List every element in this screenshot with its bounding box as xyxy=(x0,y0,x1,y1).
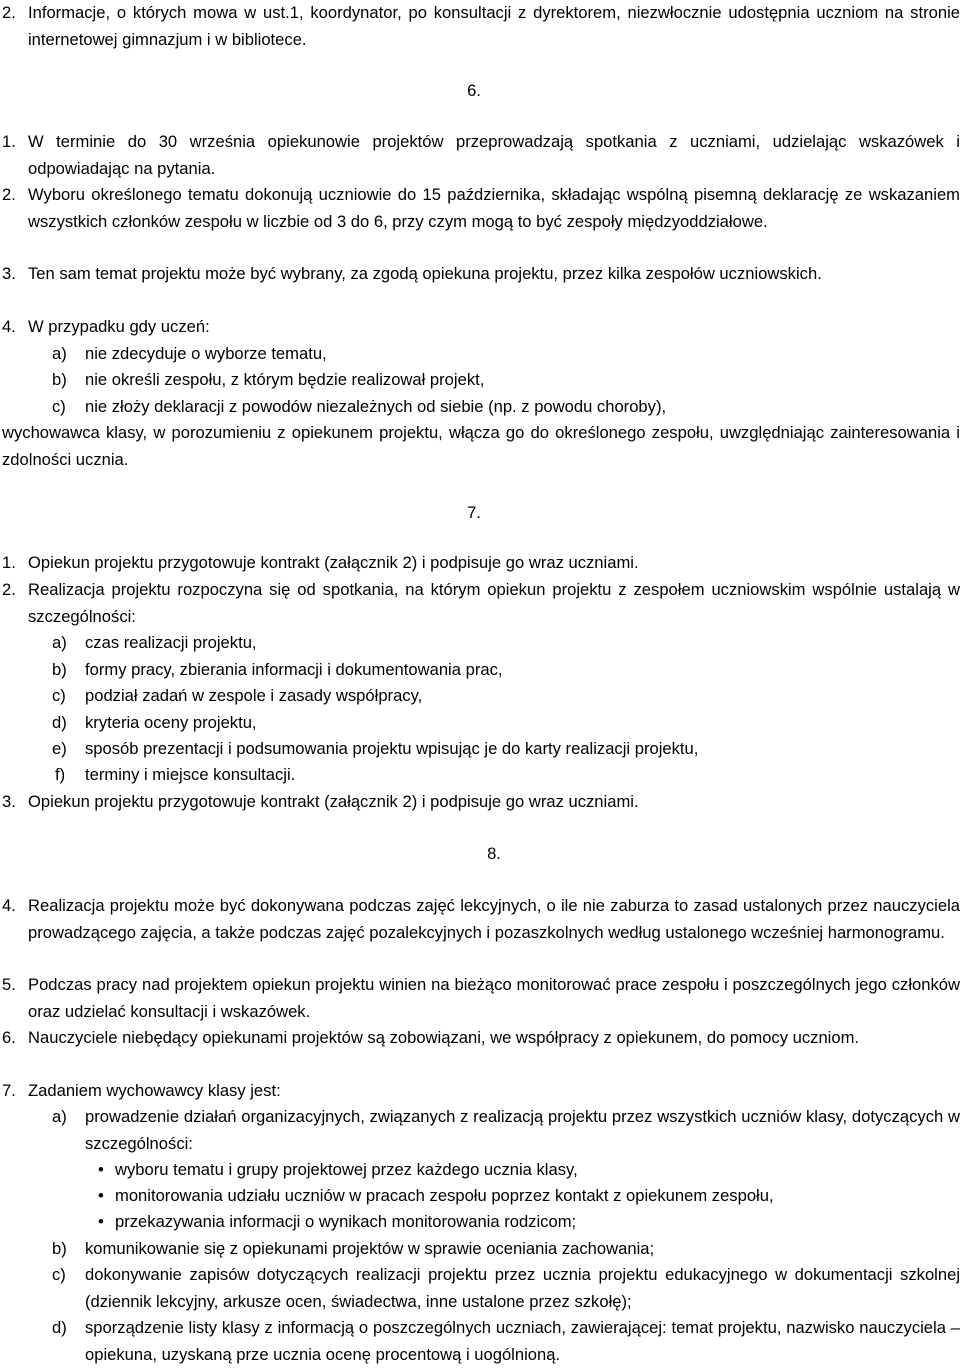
item-text: Nauczyciele niebędący opiekunami projektów są zobowiązani, we współpracy z opiekunem, do pomocy uczniom. xyxy=(28,1028,860,1047)
section-6-heading: 6. xyxy=(467,81,481,100)
item-number: 2. xyxy=(2,3,16,22)
bullet-dot: • xyxy=(98,1186,104,1205)
subitem-label: b) xyxy=(52,660,67,679)
item-number: 3. xyxy=(2,792,16,811)
subitem-text: nie określi zespołu, z którym będzie realizował projekt, xyxy=(85,370,485,389)
item-text: W terminie do 30 września opiekunowie projektów przeprowadzają spotkania z uczniami, udzielając wskazówek i odpowiadając na pytania. xyxy=(28,132,960,178)
subitem-label: c) xyxy=(52,1265,66,1284)
item-number: 6. xyxy=(2,1028,16,1047)
subitem-label: d) xyxy=(52,1318,67,1337)
item-number: 1. xyxy=(2,553,16,572)
subitem-text: nie złoży deklaracji z powodów niezależnych od siebie (np. z powodu choroby), xyxy=(85,397,667,416)
subitem-label: d) xyxy=(52,713,67,732)
item-text: Realizacja projektu może być dokonywana podczas zajęć lekcyjnych, o ile nie zaburza to zasad ustalonych przez nauczyciela prowadzącego zajęcia, a także podczas zajęć pozalekcyjnych i pozaszkolnych według ustalonego wcześniej harmonogramu. xyxy=(28,896,960,942)
item-number: 4. xyxy=(2,317,16,336)
item-text: Wyboru określonego tematu dokonują uczniowie do 15 października, składając wspólną pisemną deklarację ze wskazaniem wszystkich członków zespołu w liczbie od 3 do 6, przy czym mogą to być zespoły międzyoddziałowe. xyxy=(28,185,960,231)
subitem-text: sposób prezentacji i podsumowania projektu wpisując je do karty realizacji projektu, xyxy=(85,739,699,758)
item-number: 4. xyxy=(2,896,16,915)
item-number: 2. xyxy=(2,580,16,599)
subitem-text: komunikowanie się z opiekunami projektów w sprawie oceniania zachowania; xyxy=(85,1239,655,1258)
subitem-text: terminy i miejsce konsultacji. xyxy=(85,765,296,784)
subitem-text: czas realizacji projektu, xyxy=(85,633,257,652)
item-text: Ten sam temat projektu może być wybrany, za zgodą opiekuna projektu, przez kilka zespołów uczniowskich. xyxy=(28,264,822,283)
subitem-label: c) xyxy=(52,686,66,705)
subitem-label: a) xyxy=(52,344,67,363)
subitem-text: dokonywanie zapisów dotyczących realizacji projektu przez ucznia projektu edukacyjnego w dokumentacji szkolnej (dziennik lekcyjny, arkusze ocen, świadectwa, inne ustalone przez szkołę); xyxy=(85,1265,960,1311)
item-number: 2. xyxy=(2,185,16,204)
subitem-text: nie zdecyduje o wyborze tematu, xyxy=(85,344,327,363)
bullet-text: przekazywania informacji o wynikach monitorowania rodzicom; xyxy=(115,1212,577,1231)
subitem-label: e) xyxy=(52,739,67,758)
bullet-dot: • xyxy=(98,1160,104,1179)
section-7-heading: 7. xyxy=(467,503,481,522)
item-4-continuation: wychowawca klasy, w porozumieniu z opiekunem projektu, włącza go do określonego zespołu, uwzględniając zainteresowania i zdolności ucznia. xyxy=(2,423,960,469)
item-text: Opiekun projektu przygotowuje kontrakt (załącznik 2) i podpisuje go wraz uczniami. xyxy=(28,553,639,572)
item-text: Opiekun projektu przygotowuje kontrakt (załącznik 2) i podpisuje go wraz uczniami. xyxy=(28,792,639,811)
subitem-text: formy pracy, zbierania informacji i dokumentowania prac, xyxy=(85,660,503,679)
item-number: 3. xyxy=(2,264,16,283)
subitem-text: kryteria oceny projektu, xyxy=(85,713,257,732)
item-number: 5. xyxy=(2,975,16,994)
item-text: Zadaniem wychowawcy klasy jest: xyxy=(28,1081,281,1100)
subitem-label: b) xyxy=(52,1239,67,1258)
subitem-text: podział zadań w zespole i zasady współpracy, xyxy=(85,686,423,705)
subitem-text: sporządzenie listy klasy z informacją o poszczególnych uczniach, zawierającej: temat projektu, nazwisko nauczyciela – opiekuna, uzyskaną prze ucznia ocenę procentową i uogólnioną. xyxy=(85,1318,960,1364)
item-number: 1. xyxy=(2,132,16,151)
item-text: Informacje, o których mowa w ust.1, koordynator, po konsultacji z dyrektorem, niezwłocznie udostępnia uczniom na stronie internetowej gimnazjum i w bibliotece. xyxy=(28,3,960,49)
item-text: Podczas pracy nad projektem opiekun projektu winien na bieżąco monitorować prace zespołu i poszczególnych jego członków oraz udzielać konsultacji i wskazówek. xyxy=(28,975,960,1021)
subitem-label: f) xyxy=(55,765,66,784)
subitem-text: prowadzenie działań organizacyjnych, związanych z realizacją projektu przez wszystkich uczniów klasy, dotyczących w szczególności: xyxy=(85,1107,960,1153)
bullet-dot: • xyxy=(98,1212,104,1231)
item-text: W przypadku gdy uczeń: xyxy=(28,317,210,336)
item-number: 7. xyxy=(2,1081,16,1100)
item-text: Realizacja projektu rozpoczyna się od spotkania, na którym opiekun projektu z zespołem uczniowskim wspólnie ustalają w szczególności: xyxy=(28,580,960,626)
bullet-text: wyboru tematu i grupy projektowej przez każdego ucznia klasy, xyxy=(115,1160,578,1179)
section-8-heading: 8. xyxy=(487,844,501,863)
subitem-label: c) xyxy=(52,397,66,416)
subitem-label: a) xyxy=(52,633,67,652)
subitem-label: b) xyxy=(52,370,67,389)
subitem-label: a) xyxy=(52,1107,67,1126)
bullet-text: monitorowania udziału uczniów w pracach zespołu poprzez kontakt z opiekunem zespołu, xyxy=(115,1186,774,1205)
